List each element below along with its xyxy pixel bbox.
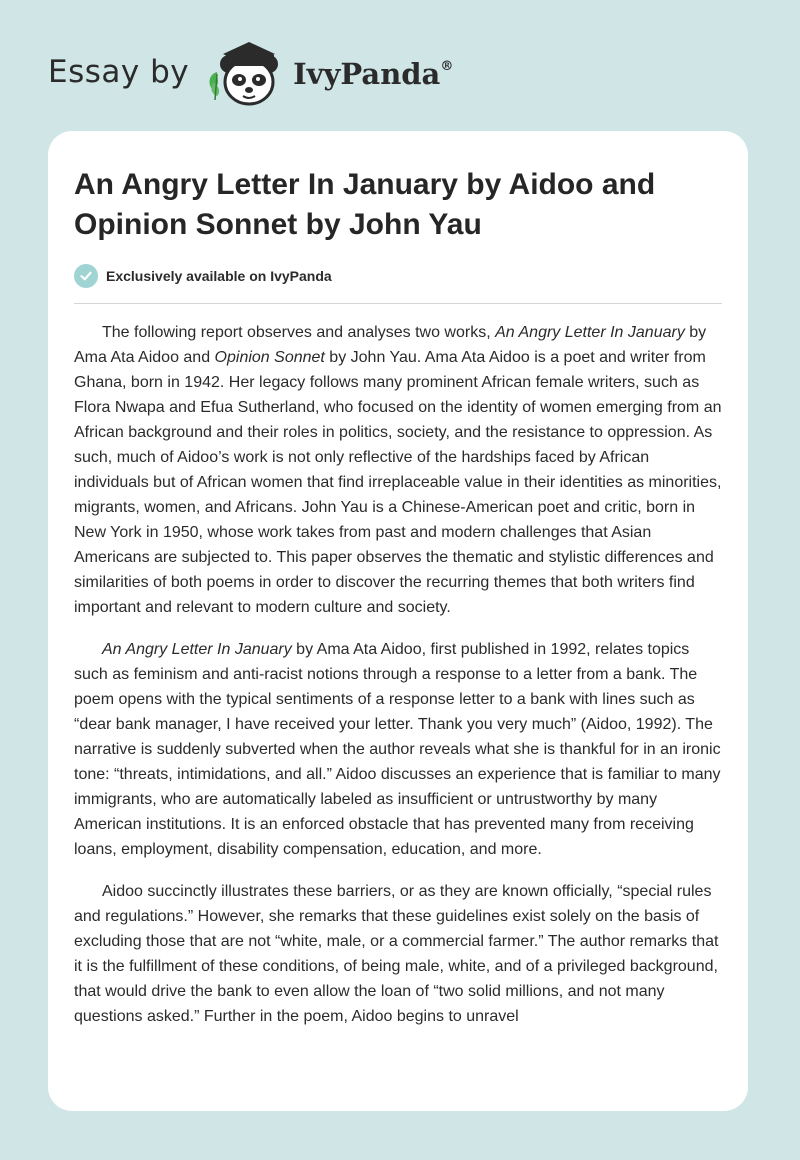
article-body [74,320,724,1046]
article-title: An Angry Letter In January by Aidoo and Opinion Sonnet by John Yau [74,168,656,241]
work-title: Opinion Sonnet [214,349,325,366]
ivypanda-logo[interactable] [203,34,453,110]
work-title: An Angry Letter In January [102,641,292,658]
work-title: An Angry Letter In January [495,324,685,341]
essay-by-label: Essay by [48,54,190,90]
exclusive-badge [74,264,332,288]
registered-mark: ® [440,59,454,74]
paragraph-1: The following report observes and analyses two works, An Angry Letter In January by Ama Ata Aidoo and Opinion Sonnet by John Yau. Ama Ata Aidoo is a poet and writer from Ghana, born in 1942. Her legacy follows many prominent African female writers, such as Flora Nwapa and Efua Sutherland, who focused on the identity of women emerging from an African background and their roles in politics, society, and the resistance to oppression. As such, much of Aidoo’s work is not only reflective of the hardships faced by African individuals but of African women that find irreplaceable value in their identities as minorities, migrants, women, and Africans. John Yau is a Chinese-American poet and critic, born in New York in 1950, whose work takes from past and modern challenges that Asian Americans are subjected to. This paper observes the thematic and stylistic differences and similarities of both poems in order to discover the recurring themes that both writers find important and relevant to modern culture and society. [74,324,722,616]
paragraph-3: Aidoo succinctly illustrates these barriers, or as they are known officially, “special rules and regulations.” However, she remarks that these guidelines exist solely on the basis of excluding those that are not “white, male, or a commercial farmer.” The author remarks that it is the fulfillment of these conditions, of being male, white, and of a privileged background, that would drive the bank to even allow the loan of “two solid millions, and not many questions asked.” Further in the poem, Aidoo begins to unravel [74,883,719,1025]
site-header [48,34,453,110]
article-card [48,131,748,1111]
divider [74,303,722,304]
brand-name: IvyPanda® [293,57,454,91]
exclusive-label: Exclusively available on IvyPanda [106,268,332,284]
check-icon [74,264,98,288]
paragraph-2: An Angry Letter In January by Ama Ata Aidoo, first published in 1992, relates topics such as feminism and anti-racist notions through a response to a letter from a bank. The poem opens with the typical sentiments of a response letter to a bank with lines such as “dear bank manager, I have received your letter. Thank you very much” (Aidoo, 1992). The narrative is suddenly subverted when the author reveals what she is thankful for in an ironic tone: “threats, intimidations, and all.” Aidoo discusses an experience that is familiar to many immigrants, who are automatically labeled as insufficient or untrustworthy by many American institutions. It is an enforced obstacle that has prevented many from receiving loans, employment, disability compensation, education, and more. [74,641,721,858]
panda-graduation-cap-logo-icon [203,34,287,110]
